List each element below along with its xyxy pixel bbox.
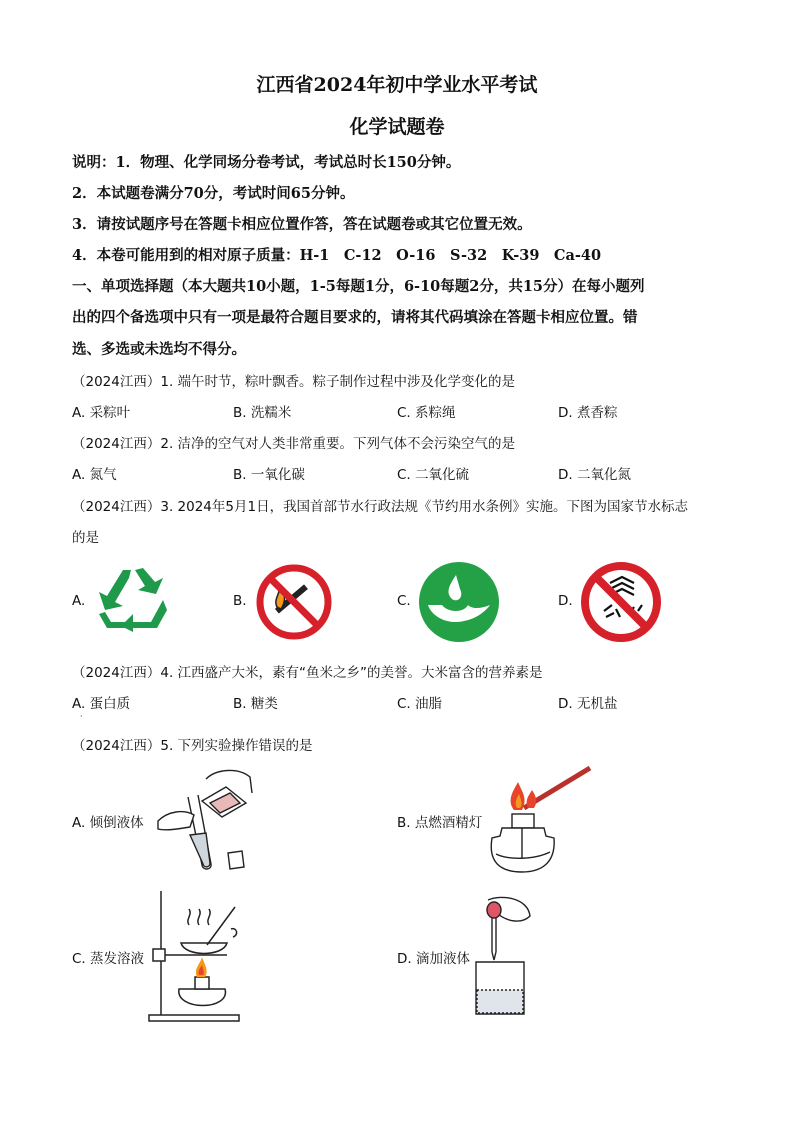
evaporating-solution-illustration	[145, 885, 255, 1029]
question-5-stem: （2024江西）5. 下列实验操作错误的是	[72, 738, 313, 754]
question-1-option-c[interactable]: C. 系粽绳	[397, 405, 456, 421]
question-3-option-d[interactable]: D.	[558, 593, 573, 609]
question-1-stem: （2024江西）1. 端午时节，粽叶飘香。粽子制作过程中涉及化学变化的是	[72, 374, 516, 390]
instruction-2: 2．本试题卷满分70分，考试时间65分钟。	[72, 185, 355, 202]
question-1-option-a[interactable]: A. 采粽叶	[72, 405, 131, 421]
instruction-3: 3．请按试题序号在答题卡相应位置作答，答在试题卷或其它位置无效。	[72, 216, 532, 233]
dropping-liquid-illustration	[468, 894, 538, 1024]
recycle-icon	[93, 566, 169, 638]
section-heading-line-3: 选、多选或未选均不得分。	[72, 341, 246, 358]
exam-title: 江西省2024年初中学业水平考试	[256, 74, 538, 96]
question-1-option-b[interactable]: B. 洗糯米	[233, 405, 292, 421]
question-3-stem-line-2: 的是	[72, 530, 99, 546]
question-5-option-d[interactable]: D. 滴加液体	[397, 951, 470, 967]
question-2-stem: （2024江西）2. 洁净的空气对人类非常重要。下列气体不会污染空气的是	[72, 436, 516, 452]
no-fireworks-icon	[580, 561, 662, 647]
instruction-1: 说明：1．物理、化学同场分卷考试，考试总时长150分钟。	[72, 154, 461, 171]
no-smoking-icon	[255, 563, 333, 645]
question-4-option-a[interactable]: A. 蛋白质	[72, 696, 131, 712]
question-5-option-c[interactable]: C. 蒸发溶液	[72, 951, 145, 967]
question-2-option-c[interactable]: C. 二氧化硫	[397, 467, 470, 483]
question-4-option-b[interactable]: B. 糖类	[233, 696, 278, 712]
question-2-option-d[interactable]: D. 二氧化氮	[558, 467, 631, 483]
instruction-4: 4．本卷可能用到的相对原子质量：H-1 C-12 O-16 S-32 K-39 Ca-40	[72, 247, 602, 264]
water-saving-icon	[418, 561, 500, 647]
question-3-option-b[interactable]: B.	[233, 593, 247, 609]
question-4-option-c[interactable]: C. 油脂	[397, 696, 443, 712]
question-5-option-a[interactable]: A. 倾倒液体	[72, 815, 144, 831]
question-2-option-a[interactable]: A. 氮气	[72, 467, 117, 483]
question-3-stem-line-1: （2024江西）3. 2024年5月1日，我国首部节水行政法规《节约用水条例》实施。下图为国家节水标志	[72, 499, 689, 515]
exam-subtitle: 化学试题卷	[349, 116, 445, 138]
pouring-liquid-illustration	[150, 765, 260, 879]
lighting-alcohol-lamp-illustration	[484, 764, 594, 880]
question-3-option-c[interactable]: C.	[397, 593, 411, 609]
stray-mark: ·	[80, 712, 83, 721]
question-3-option-a[interactable]: A.	[72, 593, 86, 609]
question-2-option-b[interactable]: B. 一氧化碳	[233, 467, 305, 483]
question-4-stem: （2024江西）4. 江西盛产大米，素有“鱼米之乡”的美誉。大米富含的营养素是	[72, 665, 543, 681]
section-heading-line-2: 出的四个备选项中只有一项是最符合题目要求的，请将其代码填涂在答题卡相应位置。错	[72, 309, 638, 326]
question-5-option-b[interactable]: B. 点燃酒精灯	[397, 815, 483, 831]
section-heading-line-1: 一、单项选择题（本大题共10小题，1-5每题1分，6-10每题2分，共15分）在每小题列	[72, 278, 645, 295]
question-4-option-d[interactable]: D. 无机盐	[558, 696, 618, 712]
question-1-option-d[interactable]: D. 煮香粽	[558, 405, 618, 421]
